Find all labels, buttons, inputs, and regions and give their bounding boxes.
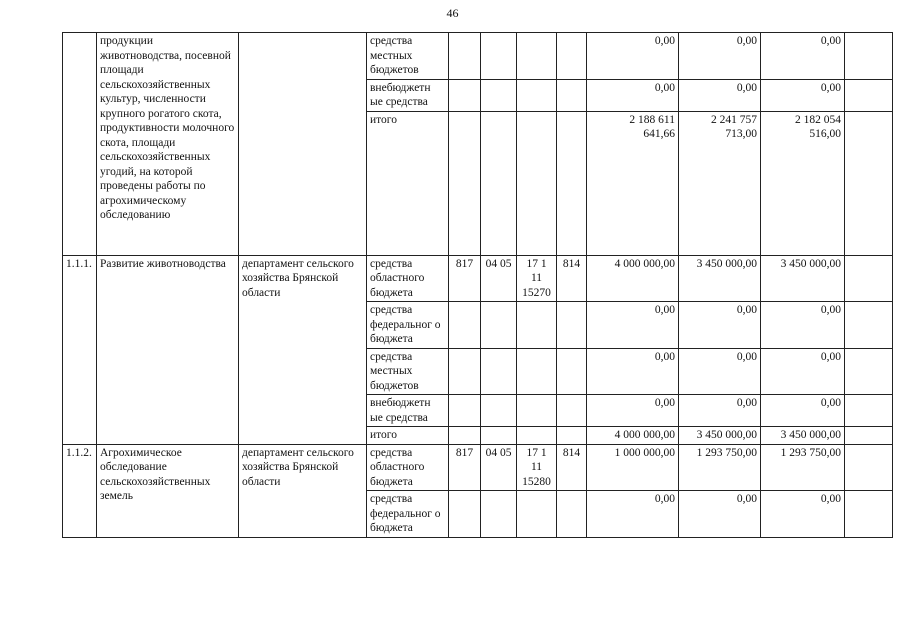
source-cell: средства областного бюджета <box>367 255 449 302</box>
source-cell: средства областного бюджета <box>367 444 449 491</box>
value-cell: 1 000 000,00 <box>587 444 679 491</box>
source-cell: внебюджетн ые средства <box>367 395 449 427</box>
page-number: 46 <box>446 6 459 20</box>
table-row <box>63 444 893 491</box>
value-cell: 1 293 750,00 <box>679 444 761 491</box>
value-cell: 0,00 <box>761 491 845 538</box>
item-number-cell: 1.1.2. <box>63 444 97 537</box>
vr-cell: 814 <box>557 255 587 302</box>
table-row <box>63 255 893 302</box>
source-cell: итого <box>367 111 449 255</box>
grbs-cell: 817 <box>449 444 481 491</box>
value-cell: 4 000 000,00 <box>587 427 679 445</box>
source-cell: средства местных бюджетов <box>367 33 449 80</box>
value-cell: 0,00 <box>587 33 679 80</box>
value-cell: 2 188 611 641,66 <box>587 111 679 255</box>
source-cell: внебюджетн ые средства <box>367 79 449 111</box>
value-cell: 0,00 <box>761 348 845 395</box>
item-name-cell: Развитие животноводства <box>97 255 239 444</box>
source-cell: средства федеральног о бюджета <box>367 491 449 538</box>
source-cell: итого <box>367 427 449 445</box>
value-cell: 3 450 000,00 <box>761 427 845 445</box>
executor-cell <box>239 33 367 256</box>
value-cell: 0,00 <box>761 302 845 349</box>
value-cell: 0,00 <box>679 302 761 349</box>
executor-cell: департамент сельского хозяйства Брянской области <box>239 444 367 537</box>
item-number-cell: 1.1.1. <box>63 255 97 444</box>
rzpr-cell: 04 05 <box>481 255 517 302</box>
value-cell: 2 182 054 516,00 <box>761 111 845 255</box>
csr-cell: 17 1 11 15280 <box>517 444 557 491</box>
source-cell: средства местных бюджетов <box>367 348 449 395</box>
value-cell: 0,00 <box>587 302 679 349</box>
item-number-cell <box>63 33 97 256</box>
source-cell: средства федеральног о бюджета <box>367 302 449 349</box>
value-cell: 4 000 000,00 <box>587 255 679 302</box>
value-cell: 0,00 <box>587 395 679 427</box>
value-cell: 3 450 000,00 <box>679 427 761 445</box>
value-cell: 0,00 <box>679 33 761 80</box>
value-cell: 0,00 <box>587 348 679 395</box>
value-cell: 0,00 <box>761 395 845 427</box>
value-cell: 0,00 <box>761 33 845 80</box>
value-cell: 2 241 757 713,00 <box>679 111 761 255</box>
value-cell: 0,00 <box>679 348 761 395</box>
executor-cell: департамент сельского хозяйства Брянской области <box>239 255 367 444</box>
item-name-cell: продукции животноводства, посевной площади сельскохозяйственных культур, численности крупного рогатого скота, продуктивности молочного скота, площади сельскохозяйственных угодий, на которой проведены работы по агрохимическому обследованию <box>97 33 239 256</box>
value-cell: 3 450 000,00 <box>679 255 761 302</box>
grbs-cell: 817 <box>449 255 481 302</box>
vr-cell: 814 <box>557 444 587 491</box>
value-cell: 0,00 <box>679 491 761 538</box>
value-cell: 0,00 <box>587 491 679 538</box>
value-cell: 0,00 <box>679 79 761 111</box>
value-cell: 3 450 000,00 <box>761 255 845 302</box>
value-cell: 0,00 <box>587 79 679 111</box>
budget-table <box>62 32 893 538</box>
value-cell: 0,00 <box>761 79 845 111</box>
csr-cell: 17 1 11 15270 <box>517 255 557 302</box>
value-cell: 0,00 <box>679 395 761 427</box>
value-cell: 1 293 750,00 <box>761 444 845 491</box>
table-row <box>63 33 893 80</box>
item-name-cell: Агрохимическое обследование сельскохозяйственных земель <box>97 444 239 537</box>
rzpr-cell: 04 05 <box>481 444 517 491</box>
